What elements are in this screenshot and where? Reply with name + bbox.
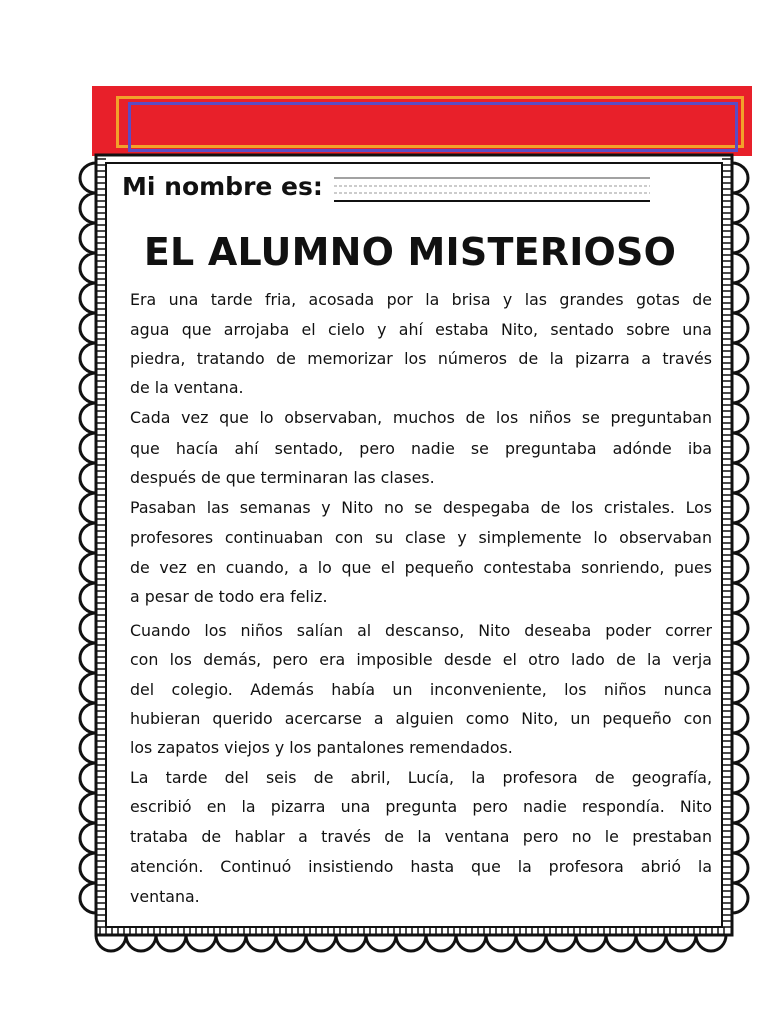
story-line: después de que terminaran las clases. (130, 468, 435, 487)
story-line: Pasaban las semanas y Nito no se despegaba de los cristales. Los (130, 498, 712, 517)
story-line: del colegio. Además había un inconveniente, los niños nunca (130, 680, 712, 699)
story-line: atención. Continuó insistiendo hasta que la profesora abrió la (130, 857, 712, 876)
name-write-lines (330, 170, 655, 210)
story-line: trataba de hablar a través de la ventana pero no le prestaban (130, 827, 712, 846)
story-line: a pesar de todo era feliz. (130, 587, 328, 606)
story-line: Era una tarde fria, acosada por la brisa y las grandes gotas de (130, 290, 712, 309)
story-line: escribió en la pizarra una pregunta pero nadie respondía. Nito (130, 797, 712, 816)
story-title: EL ALUMNO MISTERIOSO (143, 230, 677, 274)
story-line: hubieran querido acercarse a alguien como Nito, un pequeño con (130, 709, 712, 728)
story-line: ventana. (130, 887, 200, 906)
story-line: profesores continuaban con su clase y simplemente lo observaban (130, 528, 712, 547)
story-line: piedra, tratando de memorizar los números de la pizarra a través (130, 349, 712, 368)
story-line: Cuando los niños salían al descanso, Nito deseaba poder correr (130, 621, 712, 640)
name-label: Mi nombre es: (122, 172, 323, 201)
story-line: con los demás, pero era imposible desde el otro lado de la verja (130, 650, 712, 669)
story-line: La tarde del seis de abril, Lucía, la profesora de geografía, (130, 768, 712, 787)
story-line: los zapatos viejos y los pantalones remendados. (130, 738, 513, 757)
story-line: de la ventana. (130, 378, 244, 397)
story-line: Cada vez que lo observaban, muchos de los niños se preguntaban (130, 408, 712, 427)
story-line: agua que arrojaba el cielo y ahí estaba Nito, sentado sobre una (130, 320, 712, 339)
story-line: que hacía ahí sentado, pero nadie se preguntaba adónde iba (130, 439, 712, 458)
story-line: de vez en cuando, a lo que el pequeño contestaba sonriendo, pues (130, 558, 712, 577)
